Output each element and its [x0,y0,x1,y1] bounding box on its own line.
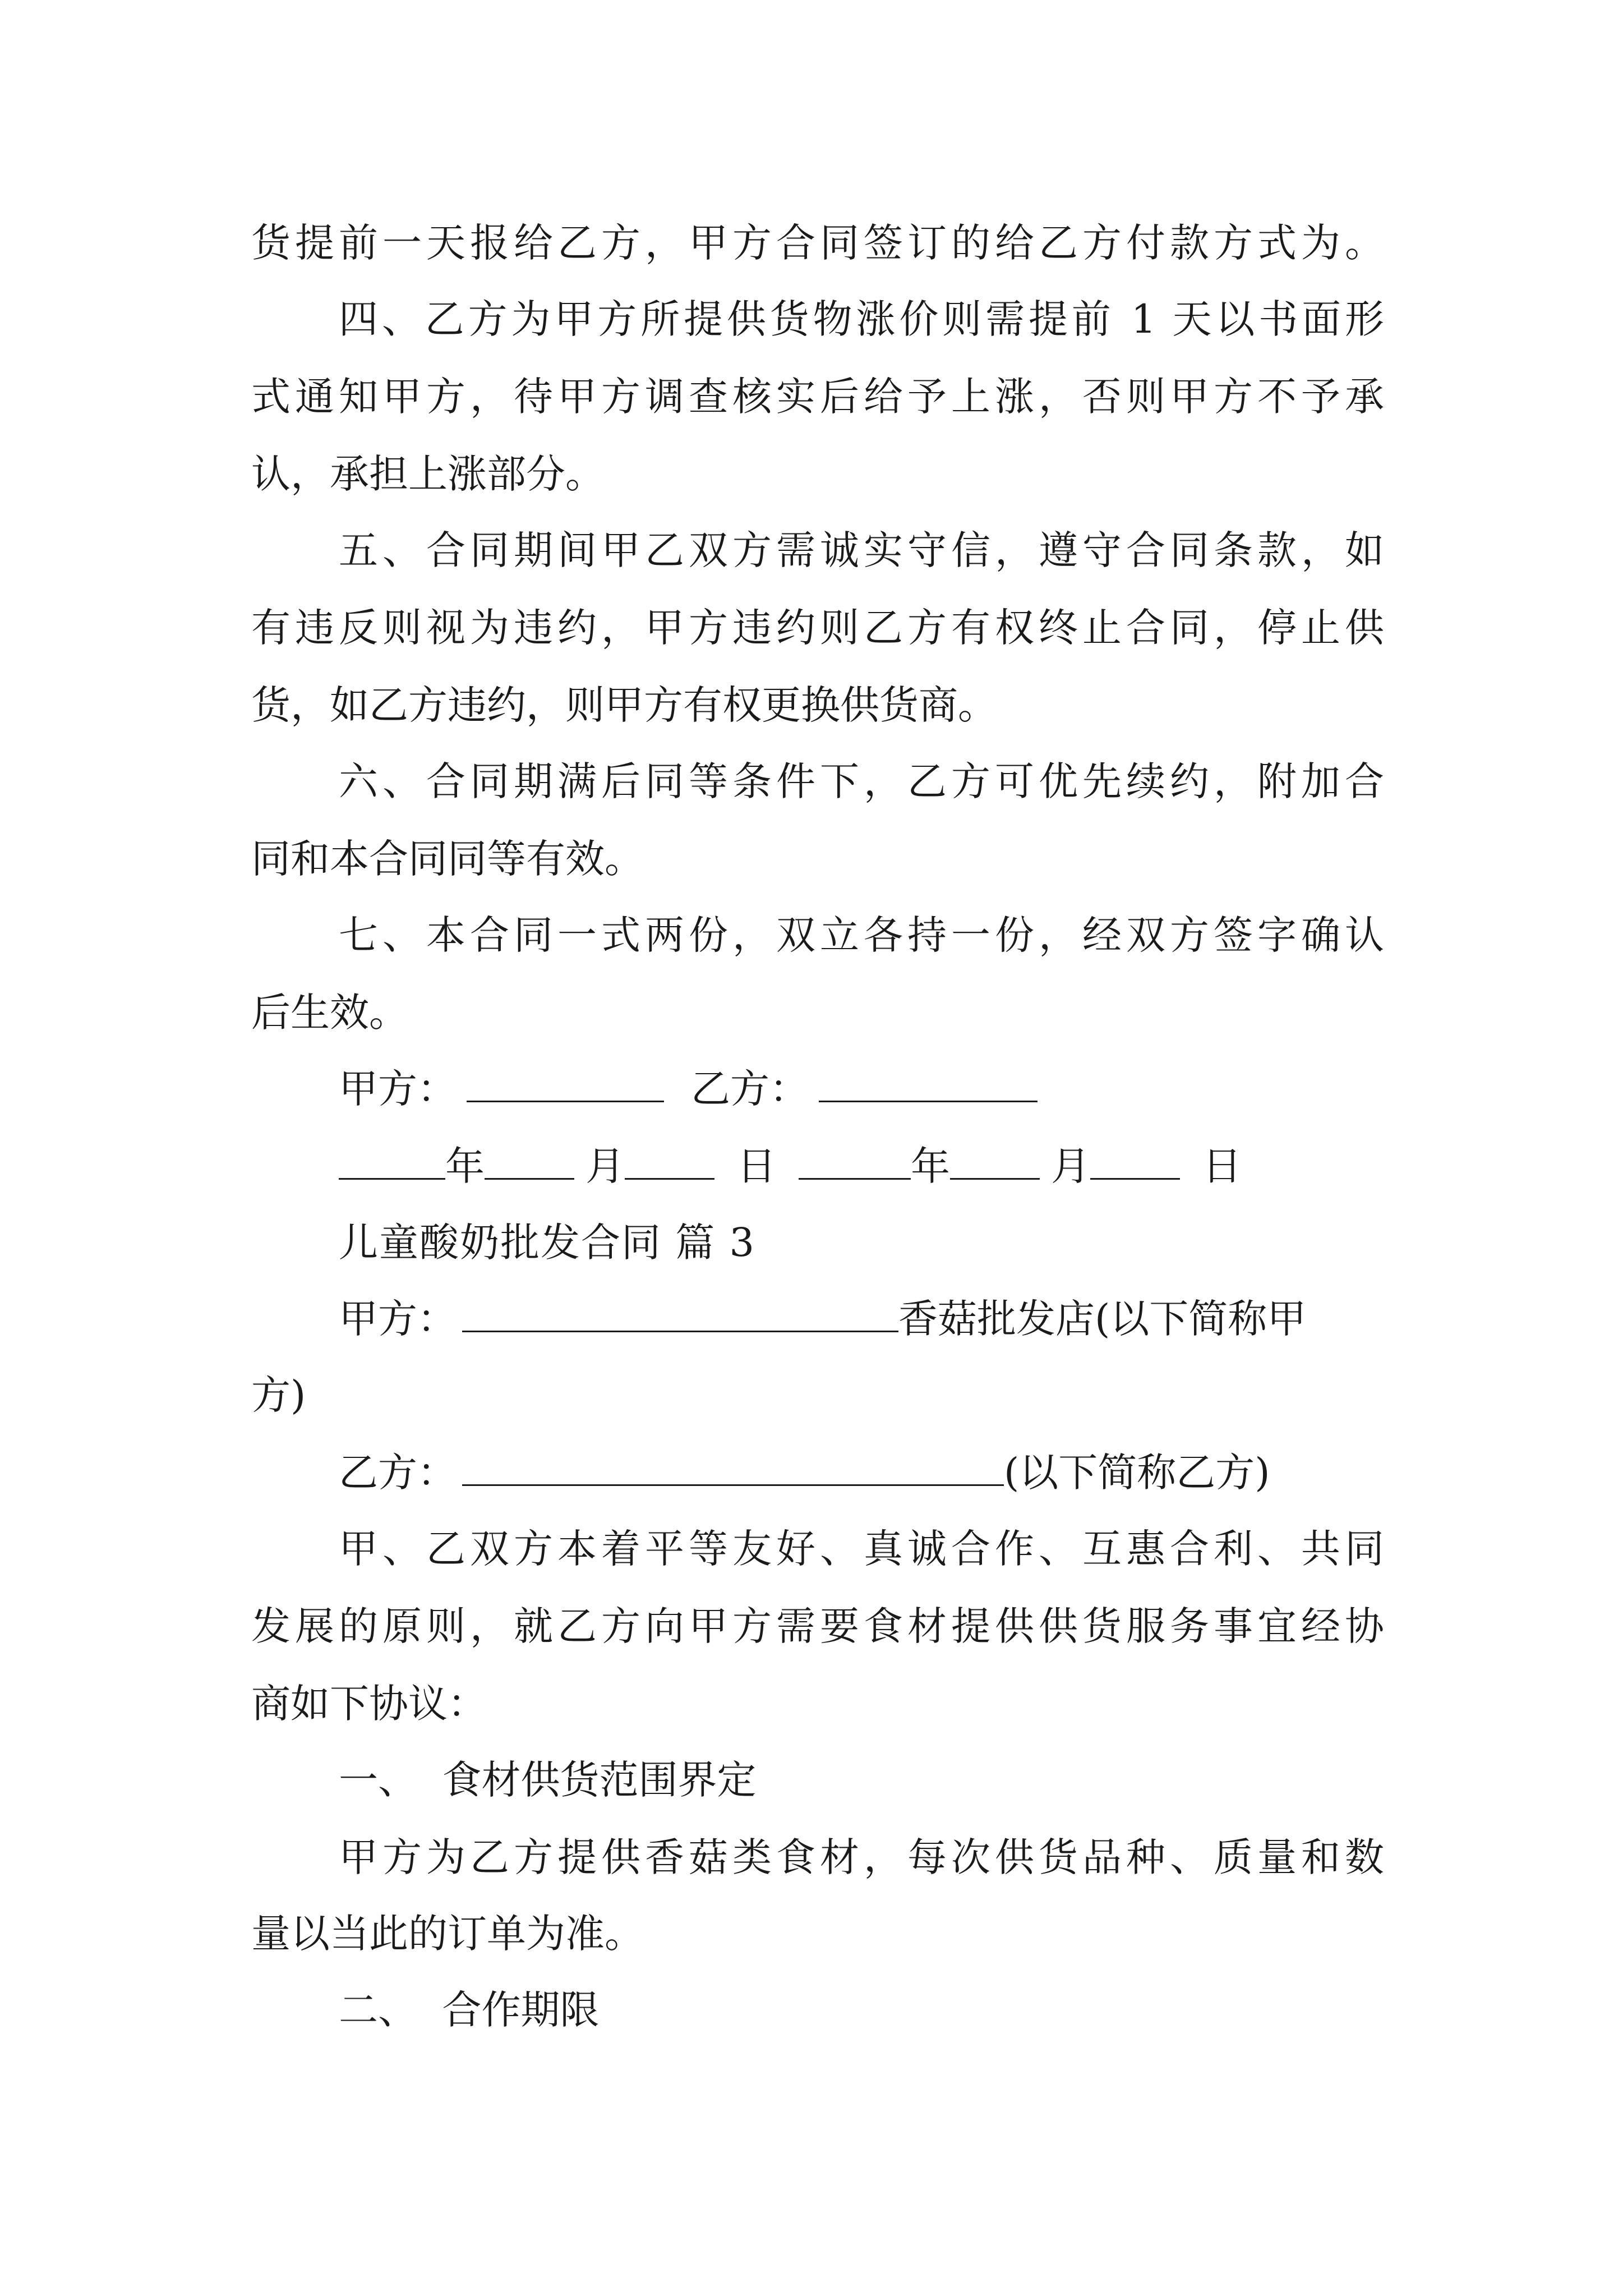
intro-line-3: 商如下协议： [251,1681,487,1727]
party-a-label: 甲方： [339,1296,457,1342]
clause-6-line-2: 同和本合同同等有效。 [251,836,644,882]
month-b-blank[interactable] [950,1144,1040,1180]
clause-7-line-2: 后生效。 [251,990,408,1036]
year-label: 年 [445,1143,485,1189]
party-b-blank[interactable] [819,1067,1038,1102]
signature-dates [339,1135,1384,1197]
year-a-blank[interactable] [339,1144,445,1180]
day-a-blank[interactable] [625,1144,714,1180]
clause-4-line-2: 式通知甲方，待甲方调查核实后给予上涨，否则甲方不予承 [251,374,1384,420]
month-label: 月 [585,1143,625,1189]
clause-7-line-1: 七、本合同一式两份，双立各持一份，经双方签字确认 [339,912,1384,958]
party-b-suffix: (以下简称乙方) [1004,1450,1270,1496]
section-title: 儿童酸奶批发合同 篇 3 [339,1220,756,1266]
day-b-blank[interactable] [1090,1144,1180,1180]
item-1-title: 一、 食材供货范围界定 [339,1757,757,1803]
year-label: 年 [911,1143,950,1189]
item-1-line-1: 甲方为乙方提供香菇类食材，每次供货品种、质量和数 [339,1834,1384,1880]
intro-line-1: 甲、乙双方本着平等友好、真诚合作、互惠合利、共同 [339,1526,1384,1572]
party-a-label: 甲方： [339,1066,457,1112]
day-label: 日 [1202,1143,1242,1189]
party-a-line [339,1288,1384,1350]
year-b-blank[interactable] [799,1144,911,1180]
party-b-name-blank[interactable] [462,1451,1004,1486]
party-b-label: 乙方： [339,1450,457,1496]
party-b-line [339,1442,1384,1503]
text-line: 货提前一天报给乙方，甲方合同签订的给乙方付款方式为。 [251,220,1384,266]
day-label: 日 [737,1143,776,1189]
clause-5-line-3: 货，如乙方违约，则甲方有权更换供货商。 [251,682,997,728]
item-1-line-2: 量以当此的订单为准。 [251,1911,644,1957]
month-label: 月 [1051,1143,1090,1189]
party-a-line-cont: 方) [251,1372,306,1418]
party-b-label: 乙方： [691,1066,809,1112]
intro-line-2: 发展的原则，就乙方向甲方需要食材提供供货服务事宜经协 [251,1603,1384,1649]
clause-5-line-1: 五、合同期间甲乙双方需诚实守信，遵守合同条款，如 [339,527,1384,573]
clause-5-line-2: 有违反则视为违约，甲方违约则乙方有权终止合同，停止供 [251,605,1384,651]
clause-4-line-1: 四、乙方为甲方所提供货物涨价则需提前 1 天以书面形 [339,296,1384,342]
party-a-blank[interactable] [467,1067,664,1102]
signature-parties [339,1058,1384,1120]
party-a-name-blank[interactable] [462,1297,898,1332]
party-a-suffix: 香菇批发店(以下简称甲 [898,1296,1307,1342]
clause-6-line-1: 六、合同期满后同等条件下，乙方可优先续约，附加合 [339,758,1384,804]
item-2-title: 二、 合作期限 [339,1987,600,2033]
clause-4-line-3: 认，承担上涨部分。 [251,451,605,497]
month-a-blank[interactable] [485,1144,574,1180]
